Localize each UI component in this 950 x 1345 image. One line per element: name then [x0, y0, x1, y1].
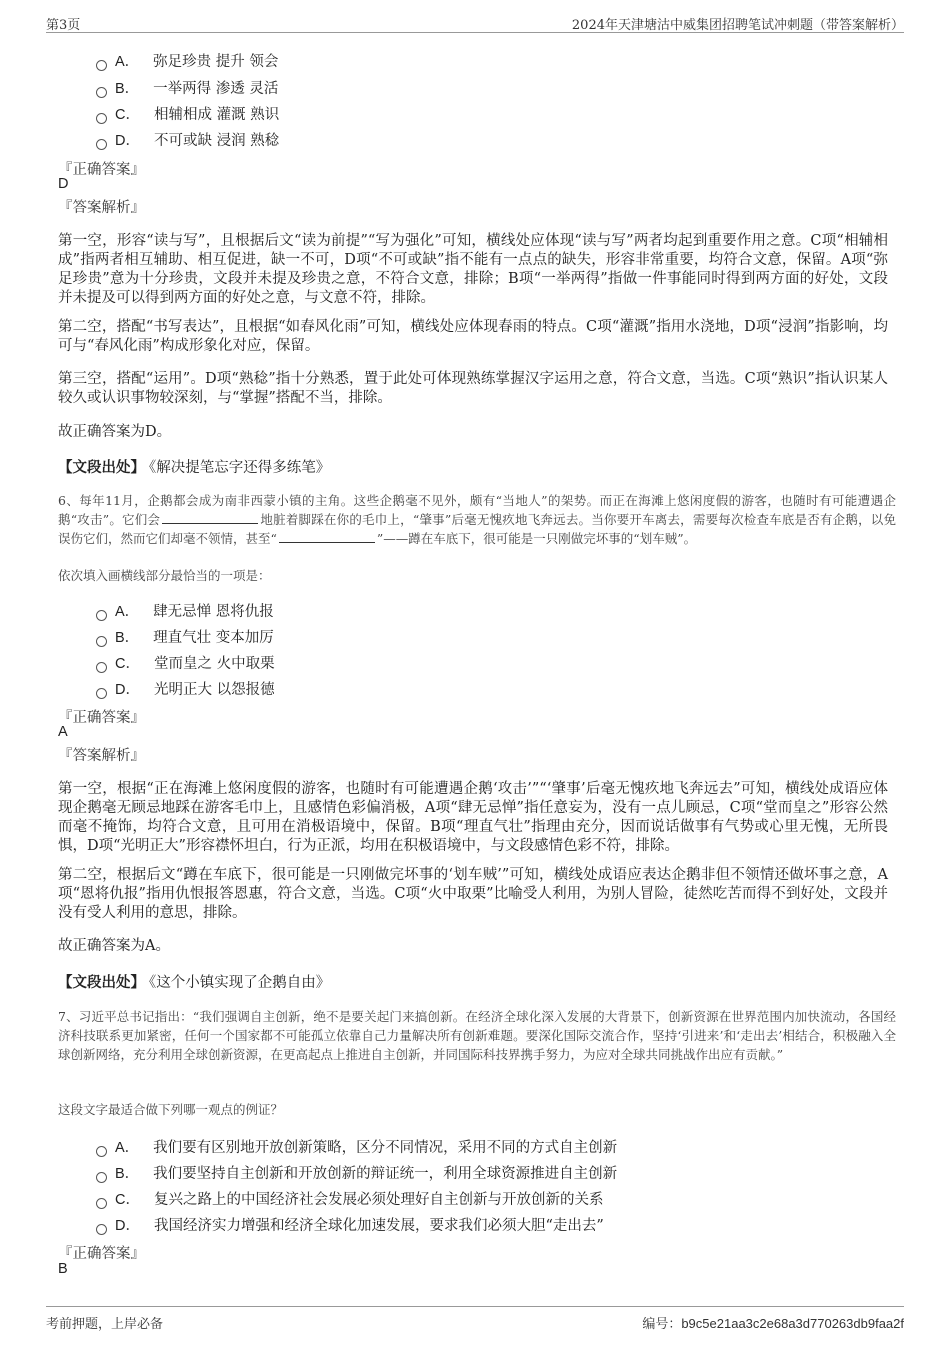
q7-answer: B	[58, 1261, 68, 1277]
q6-option-b[interactable]: B． 理直气壮 变本加厉	[96, 626, 274, 647]
q6-answer: A	[58, 724, 68, 740]
q7-option-a[interactable]: A． 我们要有区别地开放创新策略，区分不同情况，采用不同的方式自主创新	[96, 1136, 617, 1157]
q6-analysis-label: 『答案解析』	[58, 748, 145, 764]
q5-analysis-p2: 第二空，搭配“书写表达”，且根据“如春风化雨”可知，横线处应体现春雨的特点。C项“灌溉”指用水浇地，D项“浸润”指影响，均可与“春风化雨”构成形象化对应，保留。	[58, 319, 888, 354]
q7-answer-label: 『正确答案』	[58, 1246, 145, 1262]
radio-icon[interactable]	[96, 139, 107, 150]
radio-icon[interactable]	[96, 60, 107, 71]
radio-icon[interactable]	[96, 1224, 107, 1235]
q5-analysis-p1: 第一空，形容“读与写”，且根据后文“读为前提”“写为强化”可知，横线处应体现“读与写”两者均起到重要作用之意。C项“相辅相成”指两者相互辅助、相互促进，缺一不可，D项“不可或缺”指不能有一点点的缺失，形容非常重要，均符合文意，保留。A项“弥足珍贵”意为十分珍贵，文段并未提及珍贵之意，不符合文意，排除；B项“一举两得”指做一件事能同时得到两方面的好处，文段并未提及可以得到两方面的好处之意，与文意不符，排除。	[58, 233, 888, 306]
radio-icon[interactable]	[96, 1172, 107, 1183]
footer-slogan: 考前押题，上岸必备	[46, 1317, 164, 1332]
radio-icon[interactable]	[96, 1146, 107, 1157]
radio-icon[interactable]	[96, 1198, 107, 1209]
q7-option-c[interactable]: C． 复兴之路上的中国经济社会发展必须处理好自主创新与开放创新的关系	[96, 1188, 603, 1209]
page-header	[46, 12, 904, 33]
q5-analysis-p4: 故正确答案为D。	[58, 424, 172, 440]
q5-source: 【文段出处】 《解决提笔忘字还得多练笔》	[58, 459, 331, 476]
radio-icon[interactable]	[96, 636, 107, 647]
q6-source: 【文段出处】 《这个小镇实现了企鹅自由》	[58, 974, 331, 991]
q5-analysis-p3: 第三空，搭配“运用”。D项“熟稔”指十分熟悉，置于此处可体现熟练掌握汉字运用之意，符合文意，当选。C项“熟识”指认识某人较久或认识事物较深刻，与“掌握”搭配不当，排除。	[58, 371, 888, 406]
q6-analysis-p1: 第一空，根据“正在海滩上悠闲度假的游客，也随时有可能遭遇企鹅‘攻击’”“‘肇事’后毫无愧疚地飞奔远去”可知，横线处成语应体现企鹅毫无顾忌地踩在游客毛巾上，且感情色彩偏消极，A项“肆无忌惮”指任意妄为，没有一点儿顾忌，C项“堂而皇之”形容公然而毫不掩饰，均符合文意，且可用在消极语境中，保留。B项“理直气壮”指理由充分，因而说话做事有气势或心里无愧，无所畏惧，D项“光明正大”形容襟怀坦白，行为正派，均用在积极语境中，与文段感情色彩不符，排除。	[58, 781, 888, 854]
q7-option-d[interactable]: D． 我国经济实力增强和经济全球化加速发展，要求我们必须大胆“走出去”	[96, 1214, 604, 1235]
q7-prompt: 这段文字最适合做下列哪一观点的例证？	[58, 1102, 284, 1117]
q5-analysis-label: 『答案解析』	[58, 200, 145, 216]
radio-icon[interactable]	[96, 662, 107, 673]
radio-icon[interactable]	[96, 688, 107, 699]
radio-icon[interactable]	[96, 87, 107, 98]
radio-icon[interactable]	[96, 610, 107, 621]
radio-icon[interactable]	[96, 113, 107, 124]
document-code: 编号：b9c5e21aa3c2e68a3d770263db9faa2f	[642, 1316, 904, 1332]
q6-option-d[interactable]: D． 光明正大 以怨报德	[96, 678, 275, 699]
q7-stem: 7、习近平总书记指出：“我们强调自主创新，绝不是要关起门来搞创新。在经济全球化深入发展的大背景下，创新资源在世界范围内加快流动，各国经济科技联系更加紧密，任何一个国家都不可能孤立依靠自己力量解决所有创新难题。要深化国际交流合作，坚持‘引进来’和‘走出去’相结合，积极融入全球创新网络，充分利用全球创新资源，在更高起点上推进自主创新，并同国际科技界携手努力，为应对全球共同挑战作出应有贡献。”	[58, 1009, 896, 1062]
q5-option-b[interactable]: B． 一举两得 渗透 灵活	[96, 77, 278, 98]
q6-option-a[interactable]: A． 肆无忌惮 恩将仇报	[96, 600, 274, 621]
q7-option-b[interactable]: B． 我们要坚持自主创新和开放创新的辩证统一，利用全球资源推进自主创新	[96, 1162, 617, 1183]
q5-answer-label: 『正确答案』	[58, 162, 145, 178]
q5-option-a[interactable]: A． 弥足珍贵 提升 领会	[96, 50, 278, 71]
blank-2	[279, 530, 375, 543]
q6-analysis-p2: 第二空，根据后文“蹲在车底下，很可能是一只刚做完坏事的‘划车贼’”可知，横线处成语应表达企鹅非但不领情还做坏事之意，A项“恩将仇报”指用仇恨报答恩惠，符合文意，当选。C项“火中取栗”比喻受人利用，为别人冒险，徒然吃苦而得不到好处，文段并没有受人利用的意思，排除。	[58, 867, 888, 921]
page-number: 第3页	[46, 18, 81, 33]
blank-1	[162, 511, 258, 524]
q6-answer-label: 『正确答案』	[58, 710, 145, 726]
q5-answer: D	[58, 176, 69, 192]
page-footer	[46, 1306, 904, 1331]
document-title: 2024年天津塘沽中威集团招聘笔试冲刺题（带答案解析）	[571, 18, 904, 33]
q5-option-c[interactable]: C． 相辅相成 灌溉 熟识	[96, 103, 279, 124]
q6-stem: 6、每年11月，企鹅都会成为南非西蒙小镇的主角。这些企鹅毫不见外，颇有“当地人”的架势。而正在海滩上悠闲度假的游客，也随时有可能遭遇企鹅“攻击”。它们会 地脏着脚踩在你的毛巾上，“肇事”后毫无愧疚地飞奔远去。当你要开车离去，需要每次检查车底是否有企鹅，以免误伤它们，然而它们却毫不领情，甚至“ ”——蹲在车底下，很可能是一只刚做完坏事的“划车贼”。	[58, 493, 896, 546]
q6-option-c[interactable]: C． 堂而皇之 火中取栗	[96, 652, 275, 673]
q6-prompt: 依次填入画横线部分最恰当的一项是：	[58, 568, 271, 583]
q5-option-d[interactable]: D． 不可或缺 浸润 熟稔	[96, 129, 279, 150]
q6-analysis-p3: 故正确答案为A。	[58, 938, 170, 954]
